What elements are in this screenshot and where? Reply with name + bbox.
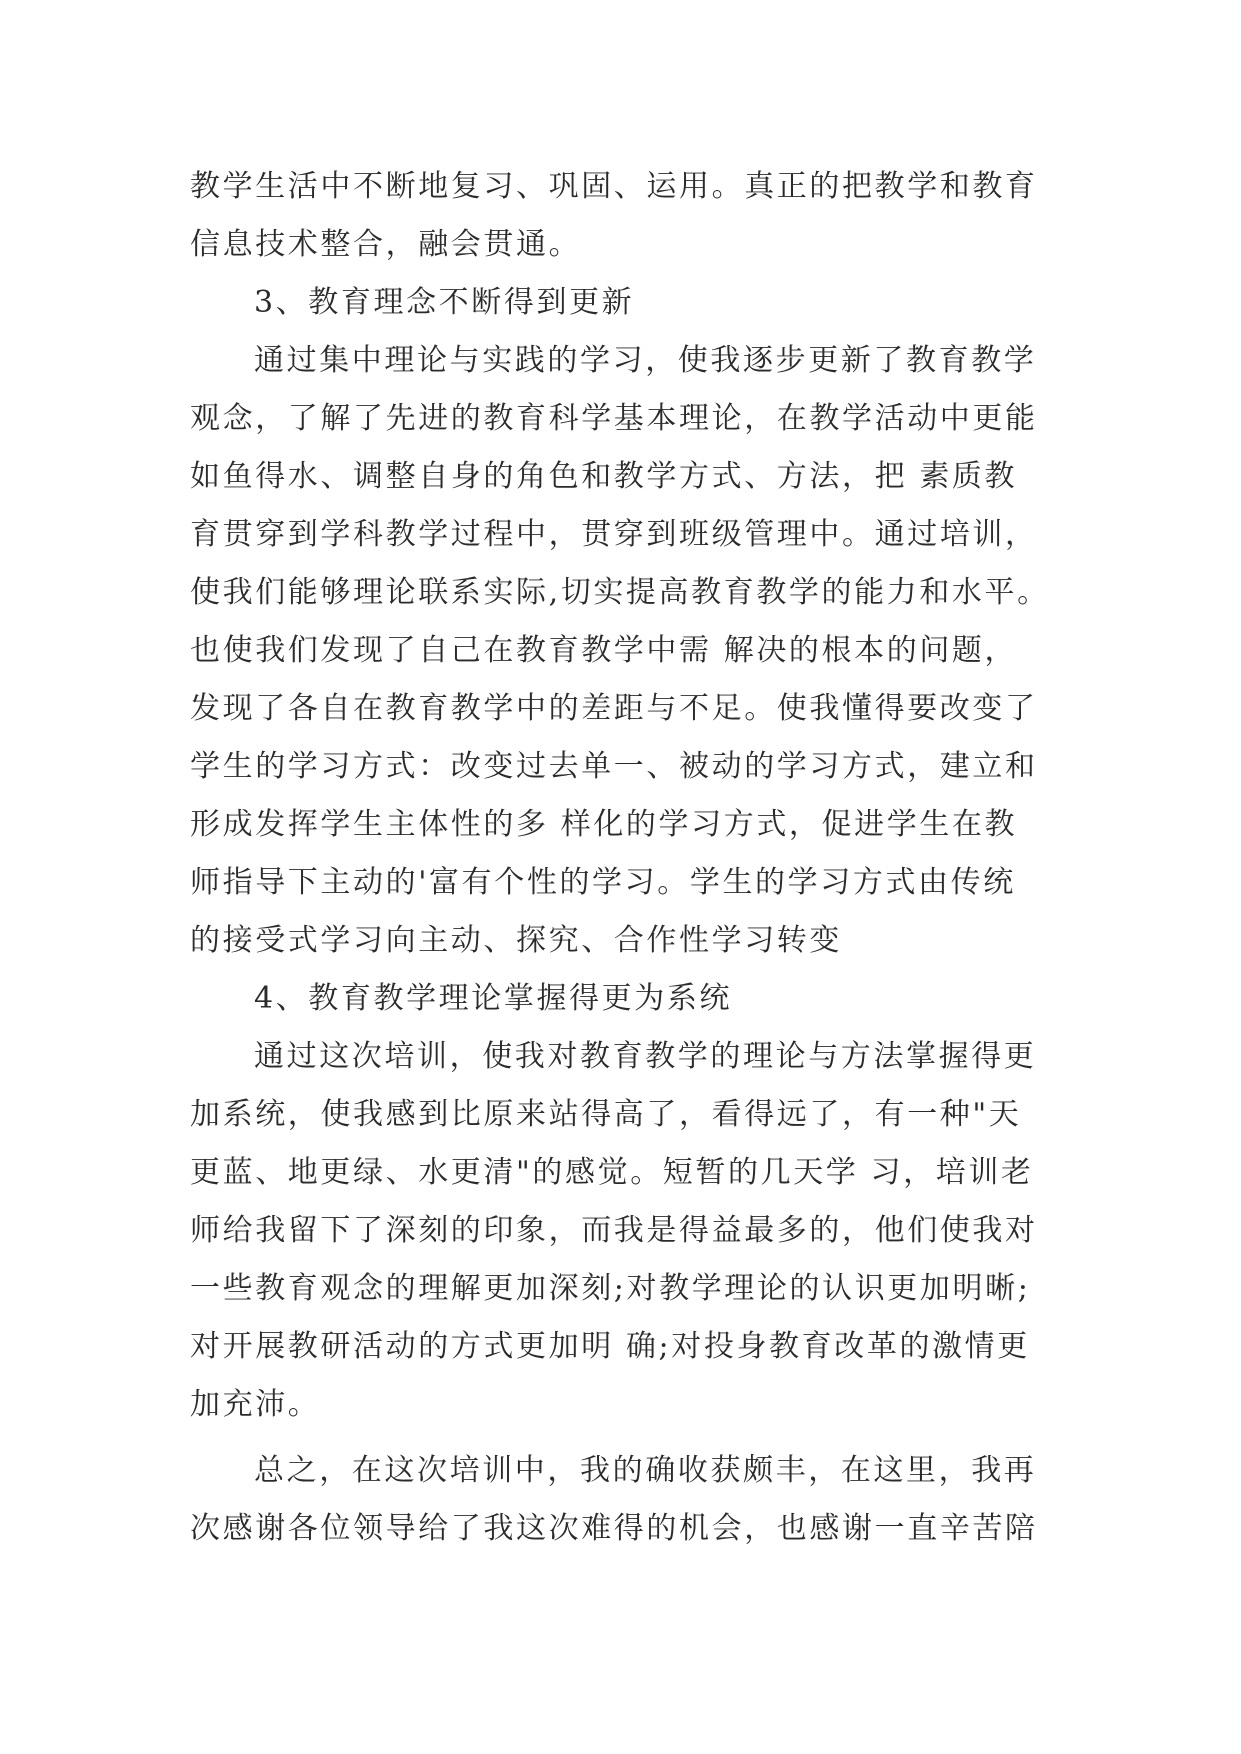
paragraph-line: 也使我们发现了自己在教育教学中需 解决的根本的问题， [190, 633, 1018, 668]
paragraph-line: 信息技术整合，融会贯通。 [190, 227, 582, 262]
section-heading: 3、教育理念不断得到更新 [254, 285, 635, 320]
paragraph-line: 如鱼得水、调整自身的角色和教学方式、方法，把 素质教 [190, 459, 1018, 494]
paragraph-line: 发现了各自在教育教学中的差距与不足。使我懂得要改变了 [190, 691, 1038, 726]
paragraph-line: 观念，了解了先进的教育科学基本理论，在教学活动中更能 [190, 401, 1038, 436]
document-body [190, 158, 1070, 1558]
paragraph-line: 教学生活中不断地复习、巩固、运用。真正的把教学和教育 [190, 169, 1038, 204]
paragraph-line: 对开展教研活动的方式更加明 确;对投身教育改革的激情更 [190, 1329, 1030, 1364]
paragraph-line: 加系统，使我感到比原来站得高了，看得远了，有一种"天 [190, 1097, 1022, 1132]
paragraph-line: 学生的学习方式：改变过去单一、被动的学习方式，建立和 [190, 749, 1038, 784]
paragraph-line: 加充沛。 [190, 1387, 321, 1422]
paragraph-line: 师给我留下了深刻的印象，而我是得益最多的，他们使我对 [190, 1213, 1038, 1248]
paragraph-line: 总之，在这次培训中，我的确收获颇丰，在这里，我再 [254, 1453, 1037, 1488]
paragraph-line: 育贯穿到学科教学过程中，贯穿到班级管理中。通过培训， [190, 517, 1038, 552]
paragraph-line: 通过集中理论与实践的学习，使我逐步更新了教育教学 [254, 343, 1037, 378]
paragraph-line: 使我们能够理论联系实际,切实提高教育教学的能力和水平。 [190, 575, 1050, 610]
paragraph-line: 通过这次培训，使我对教育教学的理论与方法掌握得更 [254, 1039, 1037, 1074]
paragraph-gap [190, 1434, 1070, 1442]
section-heading: 4、教育教学理论掌握得更为系统 [254, 981, 733, 1016]
paragraph-line: 一些教育观念的理解更加深刻;对教学理论的认识更加明晰; [190, 1271, 1031, 1306]
paragraph-line: 师指导下主动的'富有个性的学习。学生的学习方式由传统 [190, 865, 1016, 900]
paragraph-line: 次感谢各位领导给了我这次难得的机会，也感谢一直辛苦陪 [190, 1511, 1038, 1546]
paragraph-line: 形成发挥学生主体性的多 样化的学习方式，促进学生在教 [190, 807, 1018, 842]
paragraph-line: 更蓝、地更绿、水更清"的感觉。短暂的几天学 习，培训老 [190, 1155, 1034, 1190]
paragraph-line: 的接受式学习向主动、探究、合作性学习转变 [190, 923, 842, 958]
